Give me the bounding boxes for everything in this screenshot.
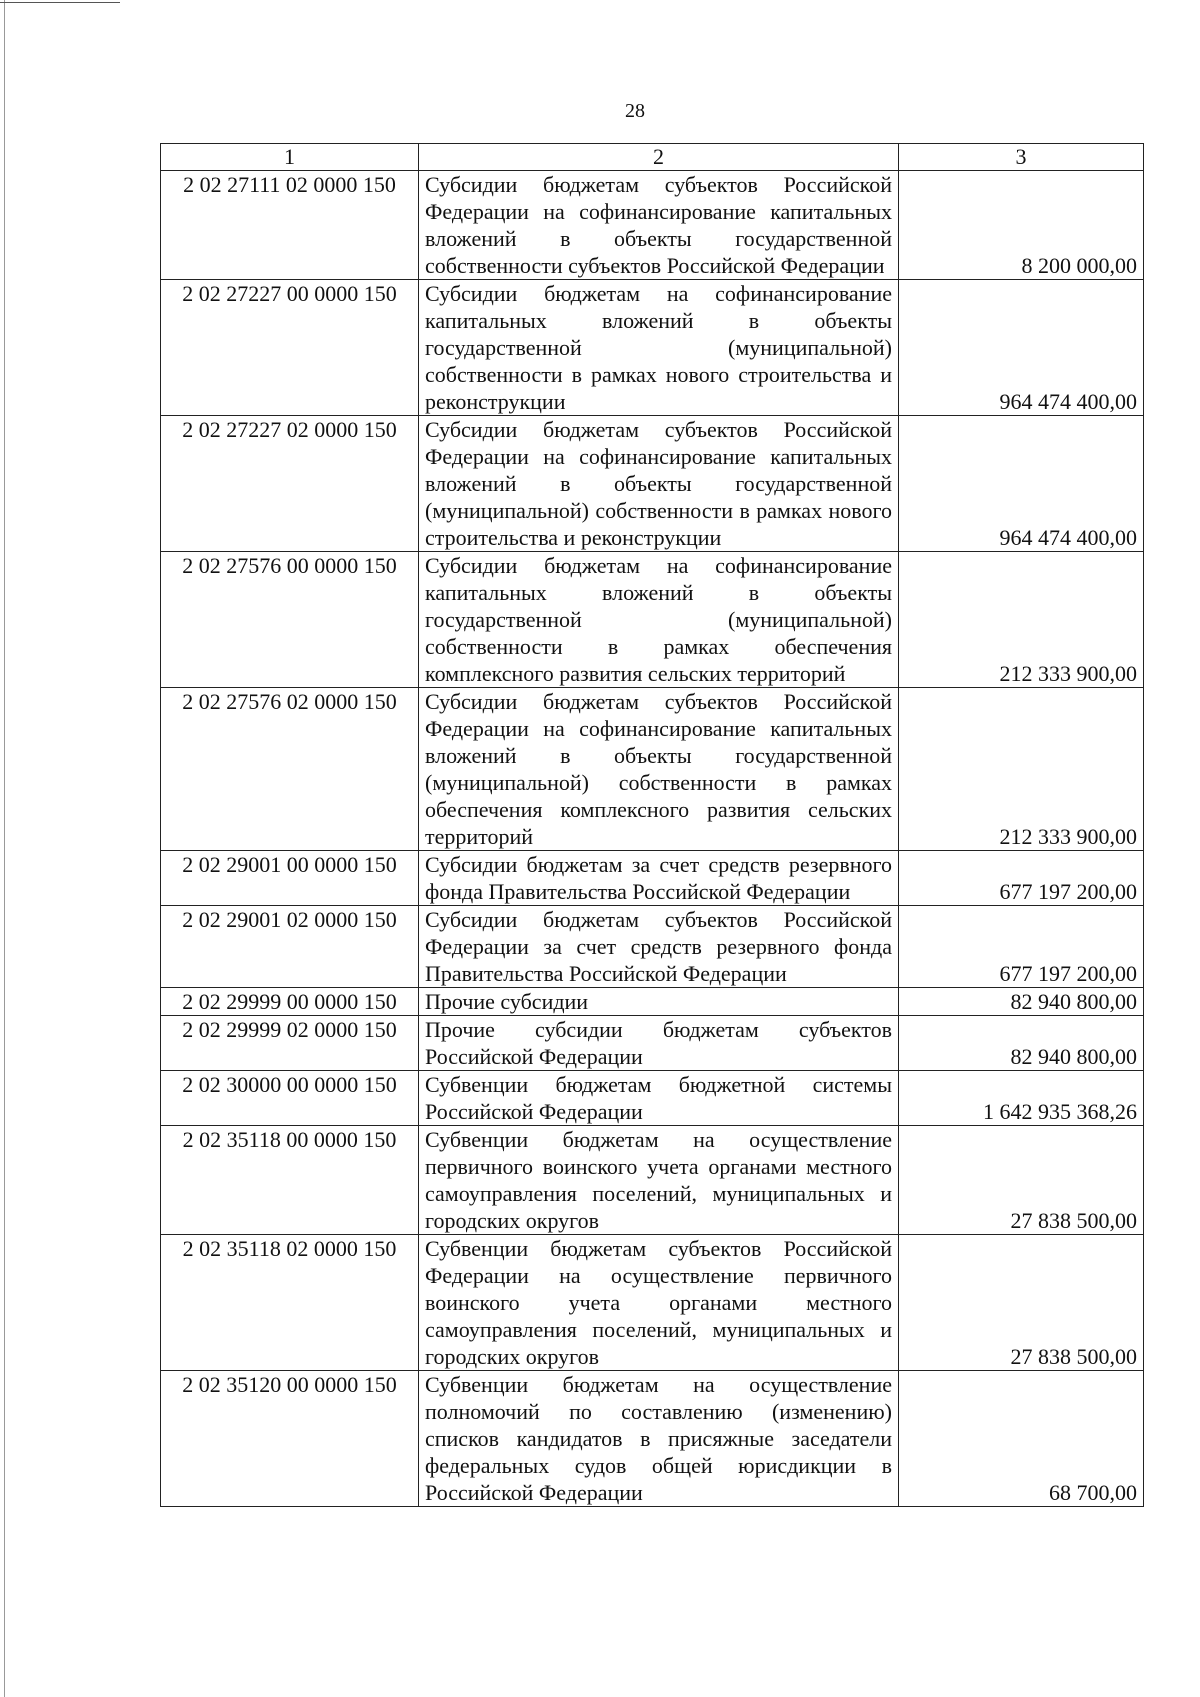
table-row [161, 552, 1144, 688]
revenue-amount: 212 333 900,00 [899, 688, 1144, 851]
budget-code: 2 02 27111 02 0000 150 [161, 171, 419, 280]
table-row [161, 171, 1144, 280]
revenue-name: Субсидии бюджетам субъектов Российской Федерации на софинансирование капитальных вложений в объекты государственной собственности субъектов Российской Федерации [419, 171, 899, 280]
table-row [161, 1016, 1144, 1071]
budget-revenue-table [160, 143, 1144, 1507]
revenue-amount: 82 940 800,00 [899, 1016, 1144, 1071]
budget-code: 2 02 27227 00 0000 150 [161, 280, 419, 416]
table-row [161, 1126, 1144, 1235]
revenue-amount: 677 197 200,00 [899, 851, 1144, 906]
scan-margin-line [4, 0, 5, 1697]
revenue-amount: 27 838 500,00 [899, 1235, 1144, 1371]
revenue-name: Субсидии бюджетам субъектов Российской Федерации на софинансирование капитальных вложений в объекты государственной (муниципальной) собственности в рамках обеспечения комплексного развития сельских территорий [419, 688, 899, 851]
column-header-2: 2 [419, 144, 899, 171]
revenue-name: Прочие субсидии бюджетам субъектов Российской Федерации [419, 1016, 899, 1071]
revenue-amount: 27 838 500,00 [899, 1126, 1144, 1235]
revenue-name: Субвенции бюджетам субъектов Российской Федерации на осуществление первичного воинского учета органами местного самоуправления поселений, муниципальных и городских округов [419, 1235, 899, 1371]
revenue-name: Субвенции бюджетам на осуществление первичного воинского учета органами местного самоуправления поселений, муниципальных и городских округов [419, 1126, 899, 1235]
revenue-amount: 964 474 400,00 [899, 416, 1144, 552]
table-row [161, 1371, 1144, 1507]
revenue-name: Субсидии бюджетам на софинансирование капитальных вложений в объекты государственной (муниципальной) собственности в рамках обеспечения комплексного развития сельских территорий [419, 552, 899, 688]
revenue-amount: 8 200 000,00 [899, 171, 1144, 280]
table-row [161, 280, 1144, 416]
scan-edge-line [0, 2, 120, 3]
table-header-row [161, 144, 1144, 171]
revenue-name: Субсидии бюджетам субъектов Российской Федерации на софинансирование капитальных вложений в объекты государственной (муниципальной) собственности в рамках нового строительства и реконструкции [419, 416, 899, 552]
budget-code: 2 02 29999 02 0000 150 [161, 1016, 419, 1071]
column-header-3: 3 [899, 144, 1144, 171]
table-row [161, 1235, 1144, 1371]
revenue-name: Субсидии бюджетам на софинансирование капитальных вложений в объекты государственной (муниципальной) собственности в рамках нового строительства и реконструкции [419, 280, 899, 416]
budget-code: 2 02 29999 00 0000 150 [161, 988, 419, 1016]
revenue-amount: 68 700,00 [899, 1371, 1144, 1507]
table-row [161, 851, 1144, 906]
revenue-amount: 964 474 400,00 [899, 280, 1144, 416]
budget-code: 2 02 35118 00 0000 150 [161, 1126, 419, 1235]
revenue-amount: 82 940 800,00 [899, 988, 1144, 1016]
column-header-1: 1 [161, 144, 419, 171]
budget-code: 2 02 27576 00 0000 150 [161, 552, 419, 688]
budget-code: 2 02 27227 02 0000 150 [161, 416, 419, 552]
revenue-amount: 1 642 935 368,26 [899, 1071, 1144, 1126]
revenue-name: Субсидии бюджетам за счет средств резервного фонда Правительства Российской Федерации [419, 851, 899, 906]
page-number: 28 [625, 100, 645, 122]
revenue-name: Субвенции бюджетам бюджетной системы Российской Федерации [419, 1071, 899, 1126]
table-row [161, 1071, 1144, 1126]
revenue-amount: 677 197 200,00 [899, 906, 1144, 988]
budget-code: 2 02 29001 02 0000 150 [161, 906, 419, 988]
budget-code: 2 02 35118 02 0000 150 [161, 1235, 419, 1371]
revenue-name: Субсидии бюджетам субъектов Российской Федерации за счет средств резервного фонда Правительства Российской Федерации [419, 906, 899, 988]
revenue-name: Прочие субсидии [419, 988, 899, 1016]
table-row [161, 988, 1144, 1016]
table-row [161, 416, 1144, 552]
budget-code: 2 02 27576 02 0000 150 [161, 688, 419, 851]
table-row [161, 688, 1144, 851]
budget-code: 2 02 29001 00 0000 150 [161, 851, 419, 906]
table-row [161, 906, 1144, 988]
revenue-name: Субвенции бюджетам на осуществление полномочий по составлению (изменению) списков кандидатов в присяжные заседатели федеральных судов общей юрисдикции в Российской Федерации [419, 1371, 899, 1507]
budget-code: 2 02 35120 00 0000 150 [161, 1371, 419, 1507]
budget-code: 2 02 30000 00 0000 150 [161, 1071, 419, 1126]
revenue-amount: 212 333 900,00 [899, 552, 1144, 688]
